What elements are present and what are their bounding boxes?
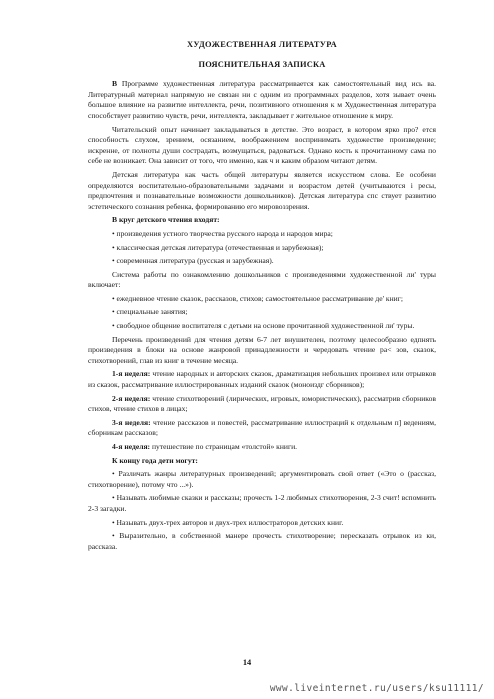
paragraph-intro <box>88 79 436 121</box>
list-item: • современная литература (русская и зарубежная). <box>112 256 274 266</box>
intro-lead-letter: В <box>112 79 118 89</box>
list-item: • Называть двух-трех авторов и двух-трех иллюстраторов детских книг. <box>112 517 344 527</box>
week-text: чтение народных и авторских сказок, драматизация небольших произвел или отрывков из сказок, рассматривание иллюстрированных изданий сказок (моноиздг сборников); <box>88 369 437 390</box>
list-item: • классическая детская литература (отечественная и зарубежная); <box>112 242 324 252</box>
week-label: 4-я неделя: <box>112 442 151 451</box>
list-item: • произведения устного творчества русского народа и народов мира; <box>112 228 333 238</box>
document-subtitle: ПОЯСНИТЕЛЬНАЯ ЗАПИСКА <box>198 59 326 69</box>
week-item <box>88 394 436 415</box>
week-item <box>88 369 436 390</box>
list-item: • ежедневное чтение сказок, рассказов, стихов; самостоятельное рассматривание де' книг; <box>112 293 403 303</box>
list-item: • специальные занятия; <box>112 307 188 317</box>
week-text: чтение рассказов и повестей, рассматривание иллюстраций к отдельным п] ведениям, сборникам рассказов; <box>88 417 436 438</box>
week-text: чтение стихотворений (лирических, игровых, юмористических), рассматрив сборников стихов, чтение стихов в лицах; <box>88 393 436 414</box>
list-item: • Различать жанры литературных произведений; аргументировать свой ответ («Это о (рассказ, стихотворение), потому что ...»). <box>88 469 436 489</box>
list-item: • свободное общение воспитателя с детьми на основе прочитанной художественной ли' туры. <box>112 321 415 331</box>
week-label: 3-я неделя: <box>112 417 151 427</box>
reading-circle-heading: В круг детского чтения входят: <box>112 215 220 225</box>
list-item: • Называть любимые сказки и рассказы; прочесть 1-2 любимых стихотворения, 2-3 счит! вспомнить 2-3 загадки. <box>88 493 436 513</box>
list-item: • Выразительно, в собственной манере прочесть стихотворение; пересказать отрывок из ки, рассказа. <box>88 531 436 551</box>
document-title: ХУДОЖЕСТВЕННАЯ ЛИТЕРАТУРА <box>187 40 337 49</box>
paragraph-reading-experience: Читательский опыт начинает закладываться в детстве. Это возраст, в котором ярко про? ется способность слухом, зрением, осязанием, воображением воспринимать художестве произведение; искренне, от полноты души сострадать, возмущаться, радоваться. Однако кость к прочитанному сама по себе не возникает. Она зависит от того, что именно, как ч и каким образом читают детям. <box>88 124 436 166</box>
year-end-heading: К концу года дети могут: <box>112 455 198 465</box>
week-item <box>88 418 436 439</box>
week-text: путешествие по страницам «толстой» книги. <box>150 442 298 451</box>
week-label: 2-я неделя: <box>112 393 151 403</box>
week-item <box>88 442 436 453</box>
page-content <box>88 40 436 555</box>
paragraph-works-list: Перечень произведений для чтения детям 6-7 лет внушителен, поэтому целесообразно едпнять произведения в блоки на основе жанровой принадлежности и чередовать чтение ра< зов, сказок, стихотворений, глав из книг в течение месяца. <box>88 334 436 365</box>
paragraph-childrens-literature: Детская литература как часть общей литературы является искусством слова. Ее особени определяются воспитательно-образовательными задачами и возрастом детей (учитываются і ресы, предпочтения и познавательные возможности дошкольников). Детская литература спс ствует развитию эстетического сознания ребенка, формированию его мировоззрения. <box>88 169 436 211</box>
watermark-url: www.liveinternet.ru/users/ksu11111/ <box>269 683 484 694</box>
intro-text: Программе художественная литература рассматривается как самостоятельный вид ись ва. Литературный материал напрямую не связан ни с одним из программных разделов, хотя зывает очень большое влияние на развитие интеллекта, речи, позитивного отношения к м Художественная литература способствует развитию чувств, речи, интеллекта, закладывает г жительное отношение к миру. <box>88 79 436 120</box>
week-label: 1-я неделя: <box>112 369 151 379</box>
page-number: 14 <box>242 658 252 667</box>
paragraph-work-system: Система работы по ознакомлению дошкольников с произведениями художественной ли' туры включает: <box>88 269 436 290</box>
